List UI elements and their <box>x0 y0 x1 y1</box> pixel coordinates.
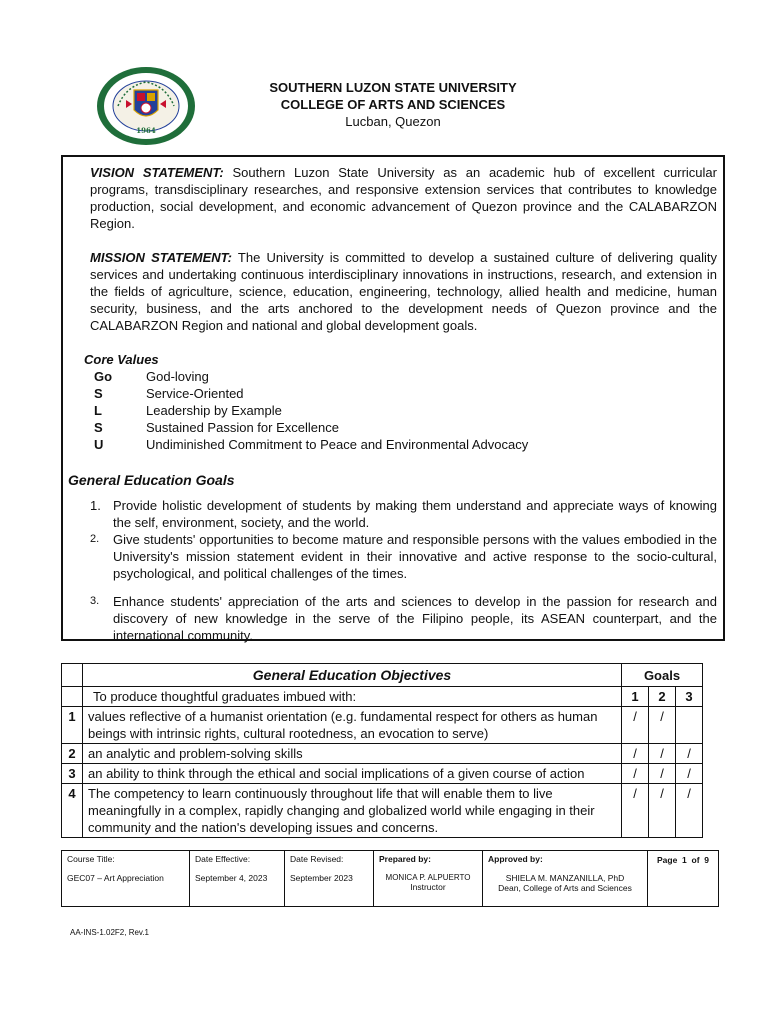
goal-col-header: 3 <box>676 687 703 707</box>
course-title-label: Course Title: <box>67 854 115 864</box>
core-value-text: Sustained Passion for Excellence <box>146 420 339 435</box>
goal-mark: / <box>622 744 649 764</box>
prepared-by-cell <box>374 851 483 907</box>
core-value-key: S <box>94 386 103 401</box>
goal-mark: / <box>649 764 676 784</box>
objectives-intro-row <box>62 687 703 707</box>
core-value-text: Undiminished Commitment to Peace and Environmental Advocacy <box>146 437 529 452</box>
goal-mark: / <box>649 744 676 764</box>
mission-statement <box>90 249 717 334</box>
core-value-key: Go <box>94 369 113 384</box>
page-word: Page <box>656 855 678 865</box>
table-row <box>62 744 703 764</box>
approved-by-cell <box>483 851 648 907</box>
ge-goal-number: 2. <box>90 533 100 545</box>
core-value-text: Leadership by Example <box>146 403 282 418</box>
core-value-row <box>94 369 209 386</box>
university-name: SOUTHERN LUZON STATE UNIVERSITY <box>269 80 517 95</box>
approved-by-name: SHIELA M. MANZANILLA, PhD <box>505 873 625 883</box>
goal-mark: / <box>622 784 649 838</box>
ge-goals-title: General Education Goals <box>68 472 235 488</box>
objectives-intro: To produce thoughtful graduates imbued with: <box>83 687 622 707</box>
goal-col-header: 1 <box>622 687 649 707</box>
document-code: AA-INS-1.02F2, Rev.1 <box>70 928 149 937</box>
vision-text: Southern Luzon State University as an academic hub of excellent curricular programs, transdisciplinary researches, and responsive extension services that contributes to knowledge production, social development, and economic advancement of Quezon province and the CALABARZON Region. <box>90 165 717 231</box>
goals-header: Goals <box>622 664 703 687</box>
intro-blank-cell <box>62 687 83 707</box>
college-name: COLLEGE OF ARTS AND SCIENCES <box>280 97 506 112</box>
mission-colon: : <box>227 250 232 265</box>
table-row <box>62 784 703 838</box>
course-title-cell <box>62 851 190 907</box>
ge-goal-item <box>90 531 717 582</box>
goal-col-header: 2 <box>649 687 676 707</box>
ge-goal-item <box>90 497 717 531</box>
ge-goal-number: 3. <box>90 595 100 607</box>
objective-text: The competency to learn continuously throughout life that will enable them to live meaningfully in a complex, rapidly changing and globalized world while engaging in their community and the nation's developing issues and concerns. <box>83 784 622 838</box>
header-blank-cell <box>62 664 83 687</box>
goal-mark: / <box>649 707 676 744</box>
goal-mark: / <box>676 784 703 838</box>
goal-mark: / <box>676 764 703 784</box>
approved-by-role: Dean, College of Arts and Sciences <box>498 883 632 893</box>
ge-goal-text: Enhance students' appreciation of the arts and sciences to develop in the passion for research and discovery of new knowledge in the serve of the Filipino people, its ASEAN counterpart, and the international community. <box>113 594 717 643</box>
location: Lucban, Quezon <box>345 114 441 129</box>
page-number-cell <box>648 851 719 907</box>
document-control-table <box>61 850 719 907</box>
objective-text: values reflective of a humanist orientation (e.g. fundamental respect for others as human beings with intrinsic rights, cultural rootedness, an evocation to serve) <box>83 707 622 744</box>
ge-goal-text: Provide holistic development of students by making them understand and appreciate ways of knowing the self, environment, society, and the world. <box>113 498 717 530</box>
core-value-row <box>94 403 282 420</box>
vision-colon: : <box>219 165 224 180</box>
approved-by-label: Approved by: <box>488 854 543 864</box>
vision-statement <box>90 164 717 232</box>
objective-number: 3 <box>62 764 83 784</box>
objective-number: 2 <box>62 744 83 764</box>
core-value-text: God-loving <box>146 369 209 384</box>
table-row <box>62 764 703 784</box>
core-value-text: Service-Oriented <box>146 386 244 401</box>
objective-text: an analytic and problem-solving skills <box>83 744 622 764</box>
ge-goal-text: Give students' opportunities to become mature and responsible persons with the values embodied in the University's mission statement evident in their innovative and active response to the socio-cultural, psychological, and political challenges of the times. <box>113 532 717 581</box>
core-value-key: L <box>94 403 102 418</box>
core-values-title: Core Values <box>84 352 159 367</box>
vision-label: VISION STATEMENT <box>90 165 220 180</box>
core-value-key: U <box>94 437 104 452</box>
date-effective-cell <box>190 851 285 907</box>
ge-goal-number: 1. <box>90 498 101 513</box>
page-number: 1 <box>682 855 687 865</box>
goal-mark: / <box>649 784 676 838</box>
goal-mark: / <box>622 764 649 784</box>
date-effective: September 4, 2023 <box>195 873 268 883</box>
prepared-by-label: Prepared by: <box>379 854 431 864</box>
ge-goal-item <box>90 593 717 644</box>
goal-mark <box>676 707 703 744</box>
prepared-by-name: MONICA P. ALPUERTO <box>385 873 471 882</box>
date-revised-label: Date Revised: <box>290 854 344 864</box>
core-value-row <box>94 420 339 437</box>
objectives-title: General Education Objectives <box>83 664 622 687</box>
core-value-row <box>94 386 244 403</box>
mission-text: The University is committed to develop a sustained culture of delivering quality services and undertaking continuous interdisciplinary innovations in instructions, research, and extension in the fields of agriculture, science, education, engineering, technology, allied health and medicine, human security, business, and the arts anchored to the development needs of Quezon province and the CALABARZON Region and national and global development goals. <box>90 250 717 333</box>
date-effective-label: Date Effective: <box>195 854 251 864</box>
objectives-table <box>61 663 703 838</box>
objective-number: 1 <box>62 707 83 744</box>
core-value-row <box>94 437 528 454</box>
page-total: 9 <box>704 855 710 865</box>
table-row <box>62 707 703 744</box>
core-value-key: S <box>94 420 103 435</box>
mission-label: MISSION STATEMENT <box>90 250 228 265</box>
date-revised-cell <box>285 851 374 907</box>
seal-year: 1964 <box>136 126 156 135</box>
goal-mark: / <box>676 744 703 764</box>
objective-number: 4 <box>62 784 83 838</box>
objectives-header-row <box>62 664 703 687</box>
prepared-by-role: Instructor <box>410 882 446 892</box>
objective-text: an ability to think through the ethical and social implications of a given course of action <box>83 764 622 784</box>
of-word: of <box>691 855 700 865</box>
goal-mark: / <box>622 707 649 744</box>
date-revised: September 2023 <box>290 873 353 883</box>
course-title: GEC07 – Art Appreciation <box>67 873 164 883</box>
